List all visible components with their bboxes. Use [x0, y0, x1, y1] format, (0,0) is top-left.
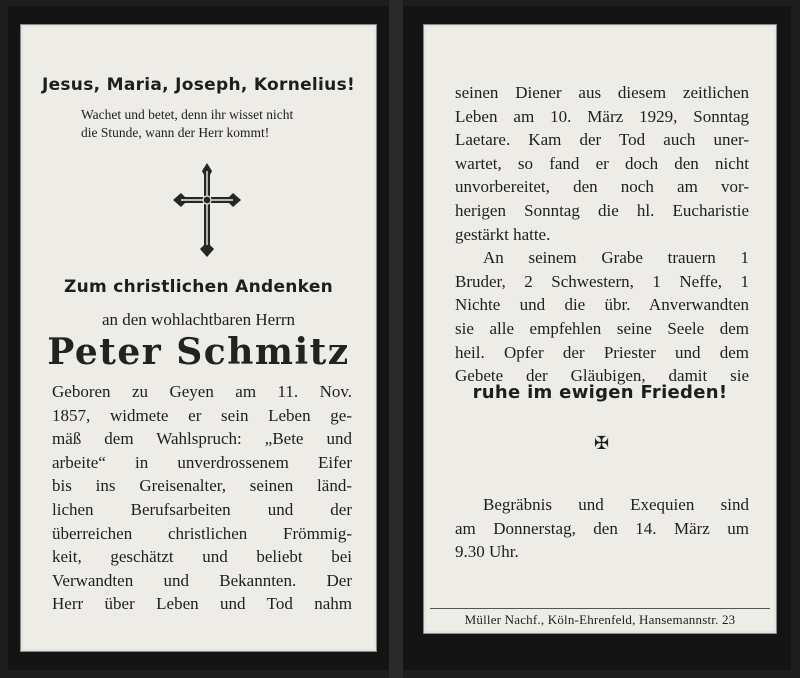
text-line: überreichen christlichen Frömmig-	[52, 523, 352, 543]
left-page-card	[20, 24, 377, 652]
memory-heading: Zum christlichen Andenken	[63, 277, 334, 297]
text-line: Bruder, 2 Schwestern, 1 Neffe, 1	[455, 271, 749, 291]
text-line: seinen Diener aus diesem zeitlichen	[455, 83, 749, 102]
text-line: sie alle empfehlen seine Seele dem	[455, 318, 749, 338]
small-cross-icon: ✠	[594, 433, 610, 453]
text-line: Laetare. Kam der Tod auch uner-	[455, 130, 749, 150]
text-line: Geboren zu Geyen am 11. Nov.	[52, 382, 352, 401]
funeral-info	[455, 493, 749, 564]
name-prefix: an den wohlachtbaren Herrn	[101, 310, 296, 329]
rest-heading: ruhe im ewigen Frieden!	[472, 382, 728, 403]
text-line: am Donnerstag, den 14. März um	[455, 518, 749, 538]
invocation: Jesus, Maria, Joseph, Kornelius!	[41, 75, 356, 95]
death-notice-text	[455, 81, 749, 388]
bible-verse	[81, 106, 331, 142]
card-fold	[389, 0, 403, 678]
text-line: An seinem Grabe trauern 1	[483, 248, 749, 268]
text-line: mäß dem Wahlspruch: „Bete und	[52, 429, 352, 449]
text-line: 9.30 Uhr.	[455, 542, 519, 562]
rest-in-peace-line	[424, 382, 776, 403]
right-page	[403, 6, 791, 670]
text-line: Herr über Leben und Tod nahm	[52, 594, 352, 614]
text-line: Nichte und die übr. Anverwandten	[455, 295, 749, 315]
divider	[430, 608, 770, 609]
text-line: Gebete der Gläubigen, damit sie	[455, 366, 749, 386]
ornate-latin-cross-icon	[169, 161, 245, 264]
text-line: Begräbnis und Exequien sind	[483, 495, 749, 514]
text-line: 1857, widmete er sein Leben ge-	[52, 405, 352, 425]
text-line: heil. Opfer der Priester und dem	[455, 342, 749, 362]
text-line: Leben am 10. März 1929, Sonntag	[455, 106, 749, 126]
verse-line: Wachet und betet, denn ihr wisset nicht	[81, 107, 294, 122]
text-line: keit, geschätzt und beliebt bei	[52, 547, 352, 567]
text-line: arbeite“ in unverdrossenem Eifer	[52, 452, 352, 472]
verse-line: die Stunde, wann der Herr kommt!	[81, 125, 270, 140]
biography-text	[52, 380, 352, 616]
right-page-card	[423, 24, 777, 634]
text-line: unvorbereitet, den noch am vor-	[455, 177, 749, 197]
deceased-name: Peter Schmitz	[47, 331, 350, 373]
text-line: bis ins Greisenalter, seinen länd-	[52, 476, 352, 496]
left-page	[8, 6, 389, 670]
printer-imprint: Müller Nachf., Köln-Ehrenfeld, Hansemannstr. 23	[464, 612, 736, 627]
text-line: Verwandten und Bekannten. Der	[52, 570, 352, 590]
text-line: lichen Berufsarbeiten und der	[52, 499, 352, 519]
text-line: wartet, so fand er doch den nicht	[455, 153, 749, 173]
text-line: herigen Sonntag die hl. Eucharistie	[455, 200, 749, 220]
text-line: gestärkt hatte.	[455, 224, 551, 244]
